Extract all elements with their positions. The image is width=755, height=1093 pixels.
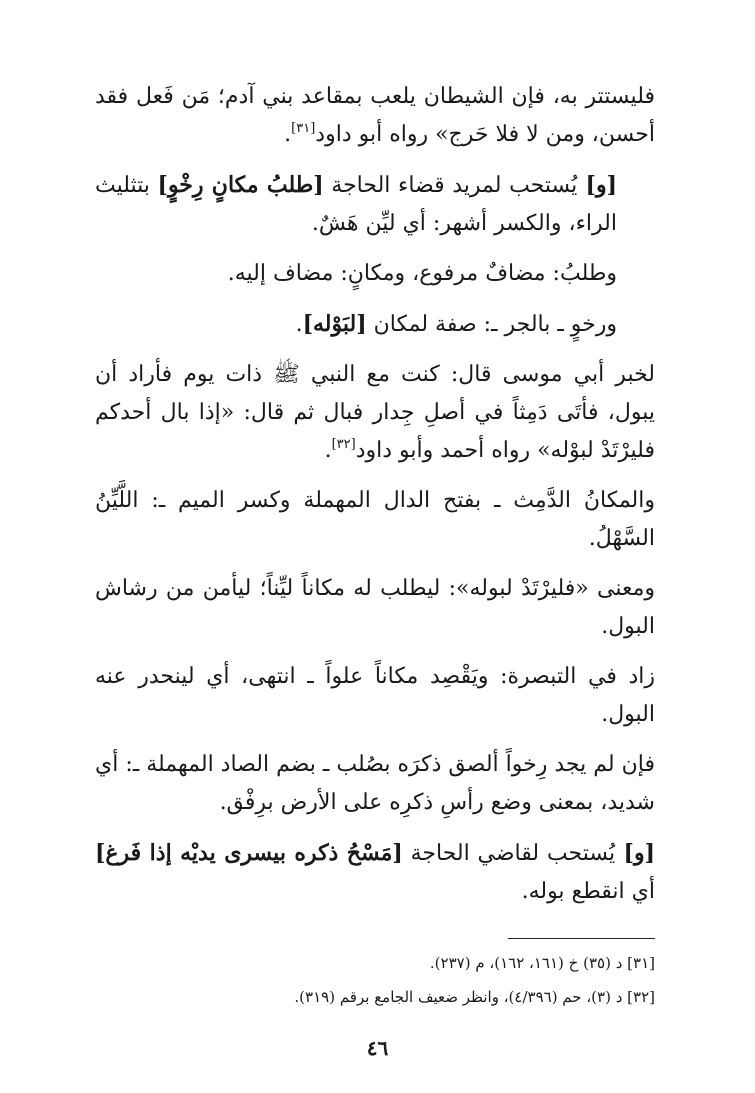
paragraph-3: وطلبُ: مضافٌ مرفوع، ومكانٍ: مضاف إليه. xyxy=(227,261,617,286)
footnote-32: [٣٢] د (٣)، حم (٤/٣٩٦)، وانظر ضعيف الجامع برقم (٣١٩). xyxy=(294,988,655,1006)
footnote-divider xyxy=(508,938,655,939)
page-number: ٤٦ xyxy=(366,1036,389,1060)
paragraph-2-text-b: بتثليث الراء، والكسر أشهر: أي ليِّن هَشٌ. xyxy=(95,173,617,236)
paragraph-2-text-a: يُستحب لمريد قضاء الحاجة xyxy=(323,173,578,198)
footnote-31: [٣١] د (٣٥) خ (١٦١، ١٦٢)، م (٢٣٧). xyxy=(429,954,655,972)
paragraph-1-text: فليستتر به، فإن الشيطان يلعب بمقاعد بني آدم؛ مَن فَعل فقد أحسن، ومن لا فلا حَرج» رواه أبو داود xyxy=(95,84,655,147)
paragraph-4 xyxy=(95,305,655,344)
paragraph-9: فإن لم يجد رِخواً ألصق ذكرَه بصُلب ـ بضم الصاد المهملة ـ: أي شديد، بمعنى وضع رأسِ ذكرِه على الأرض برِفْق. xyxy=(95,752,655,815)
main-text xyxy=(95,78,655,923)
paragraph-7: ومعنى «فليرْتَدْ لبوله»: ليطلب له مكاناً ليِّناً؛ ليأمن من رشاش البول. xyxy=(95,576,655,639)
paragraph-4-text: ورخوٍ ـ بالجر ـ: صفة لمكان xyxy=(366,312,617,337)
paragraph-5-text: لخبر أبي موسى قال: كنت مع النبي ﷺ ذات يوم فأراد أن يبول، فأتَى دَمِثاً في أصلِ جِدار فبال ثم قال: «إذا بال أحدكم فليرْتَدْ لبوْله» رواه أحمد وأبو داود xyxy=(95,362,655,463)
paragraph-2 xyxy=(95,166,655,243)
matn-soft-place: [طلبُ مكانٍ رِخْوٍ] xyxy=(157,172,324,198)
bracket-and-2: [و] xyxy=(615,840,655,866)
matn-wiping: [مَسْحُ ذكره بيسرى يديْه إذا فَرغ] xyxy=(95,840,403,866)
paragraph-10 xyxy=(95,834,655,911)
paragraph-4-end: . xyxy=(295,312,303,337)
paragraph-1: فليستتر به، فإن الشيطان يلعب بمقاعد بني آدم؛ مَن فَعل فقد أحسن، ومن لا فلا حَرج» رواه أبو داود[٣١]. xyxy=(95,84,655,147)
footnote-ref-32: [٣٢] xyxy=(331,437,356,452)
matn-for-urine: [لبَوْله] xyxy=(302,311,367,337)
paragraph-10-text-a: يُستحب لقاضي الحاجة xyxy=(402,841,616,866)
paragraph-6: والمكانُ الدَّمِث ـ بفتح الدال المهملة وكسر الميم ـ: اللَّيِّنُ السَّهْلُ. xyxy=(95,488,655,551)
paragraph-8: زاد في التبصرة: ويَقْصِد مكاناً علواً ـ انتهى، أي لينحدر عنه البول. xyxy=(95,664,655,727)
footnotes xyxy=(95,946,655,1014)
bracket-and: [و] xyxy=(577,172,617,198)
paragraph-10-text-b: أي انقطع بوله. xyxy=(521,879,655,904)
paragraph-5: لخبر أبي موسى قال: كنت مع النبي ﷺ ذات يوم فأراد أن يبول، فأتَى دَمِثاً في أصلِ جِدار فبال ثم قال: «إذا بال أحدكم فليرْتَدْ لبوْله» رواه أحمد وأبو داود[٣٢]. xyxy=(95,362,655,463)
footnote-ref-31: [٣١] xyxy=(291,121,316,136)
